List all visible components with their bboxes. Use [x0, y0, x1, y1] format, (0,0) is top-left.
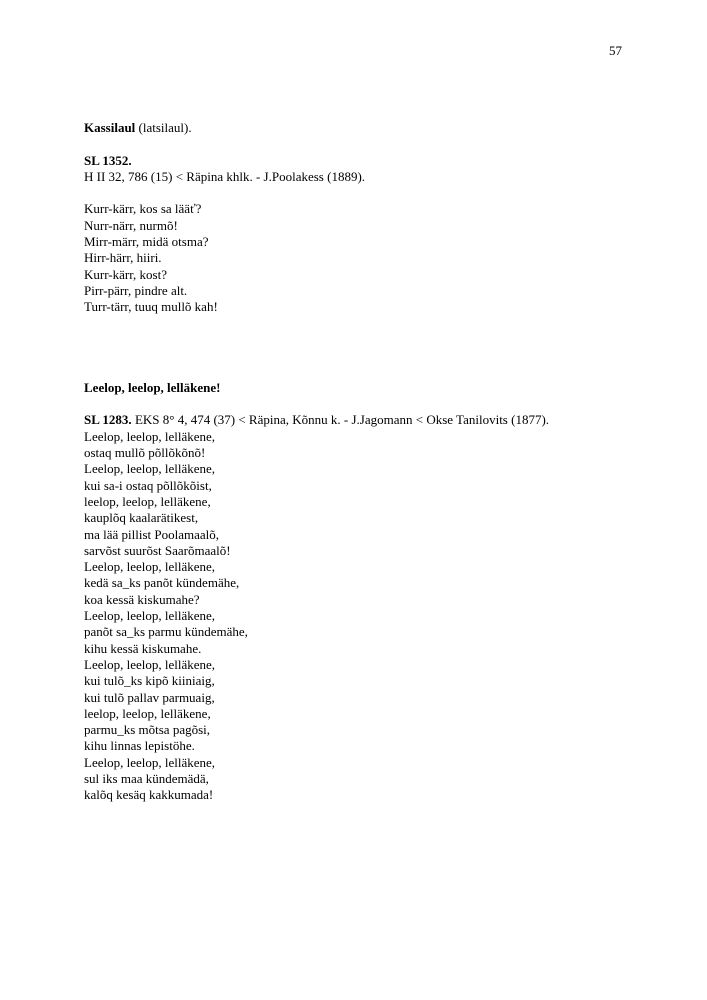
verse-line: koa kessä kiskumahe?	[84, 591, 200, 607]
verse-line: Leelop, leelop, lelläkene,	[84, 559, 216, 575]
verse-line: leelop, leelop, lelläkene,	[84, 705, 211, 721]
verse-line: kui sa-i ostaq põllõkõist,	[84, 477, 212, 493]
page-number: 57	[609, 43, 622, 58]
song-title-suffix: (latsilaul).	[135, 120, 192, 135]
verse-line: sarvõst suurõst Saarõmaalõ!	[84, 542, 231, 558]
verse-line: parmu_ks mõtsa pagõsi,	[84, 722, 211, 738]
verse-line: Leelop, leelop, lelläkene,	[84, 608, 216, 624]
verse-line: Leelop, leelop, lelläkene,	[84, 656, 216, 672]
verse-line: Hirr-härr, hiiri.	[84, 250, 162, 266]
verse-line: sul iks maa kündemädä,	[84, 770, 209, 786]
verse-line: kauplõq kaalarätikest,	[84, 510, 199, 526]
verse-line: Leelop, leelop, lelläkene,	[84, 461, 216, 477]
song-source: EKS 8° 4, 474 (37) < Räpina, Kõnnu k. - J.Jagomann < Okse Tanilovits (1877).	[131, 412, 550, 428]
verse-line: Pirr-pärr, pindre alt.	[84, 282, 188, 298]
verse-line: Kurr-kärr, kost?	[84, 266, 167, 282]
verse-line: Leelop, leelop, lelläkene,	[84, 754, 216, 770]
verse-line: kihu kessä kiskumahe.	[84, 640, 202, 656]
verse-line: kihu linnas lepistöhe.	[84, 738, 195, 754]
song-id: SL 1283.	[84, 412, 132, 428]
song-source: H II 32, 786 (15) < Räpina khlk. - J.Poolakess (1889).	[84, 168, 366, 184]
verse-line: kalõq kesäq kakkumada!	[84, 787, 214, 803]
song-title-main: Kassilaul	[84, 120, 136, 135]
song-title: Leelop, leelop, lelläkene!	[84, 379, 221, 395]
verse-line: leelop, leelop, lelläkene,	[84, 493, 211, 509]
verse-line: ma lää pillist Poolamaalõ,	[84, 526, 220, 542]
document-body	[84, 120, 644, 804]
verse-line: ostaq mullõ põllõkõnõ!	[84, 445, 206, 461]
verse-line: kui tulõ_ks kipõ kiiniaig,	[84, 673, 215, 689]
song-title	[84, 120, 644, 136]
verse-line: kedä sa_ks panõt kündemähe,	[84, 575, 240, 591]
verse-line: Turr-tärr, tuuq mullõ kah!	[84, 299, 218, 315]
song-id-source	[84, 412, 644, 428]
verse-line: kui tulõ pallav parmuaig,	[84, 689, 215, 705]
verse-line: Mirr-märr, midä otsma?	[84, 234, 209, 250]
verse-line: panõt sa_ks parmu kündemähe,	[84, 624, 248, 640]
verse-line: Leelop, leelop, lelläkene,	[84, 428, 216, 444]
verse-line: Kurr-kärr, kos sa lääť?	[84, 201, 202, 217]
song-id: SL 1352.	[84, 152, 132, 168]
verse-line: Nurr-närr, nurmõ!	[84, 217, 178, 233]
